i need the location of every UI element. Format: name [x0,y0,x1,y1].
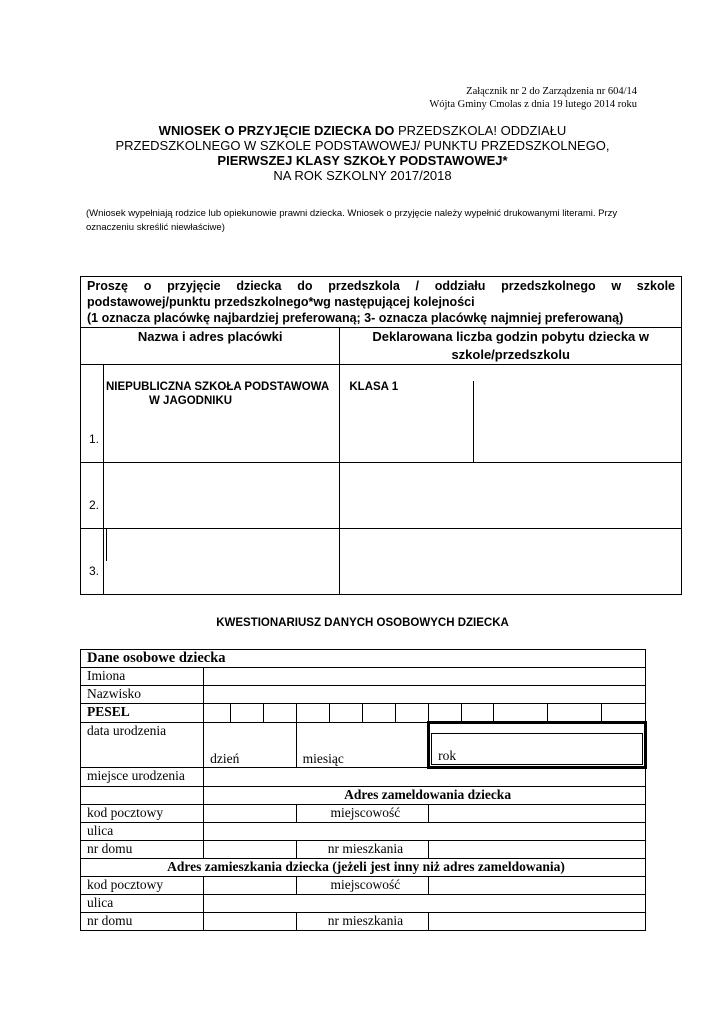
label-miejscowosc: miejscowość [296,877,429,895]
label-miesiac: miesiąc [302,751,344,766]
instructions-note: (Wniosek wypełniają rodzice lub opiekunowie prawni dziecka. Wniosek o przyjęcie należy wypełnić drukowanymi literami. Przy oznaczeniu skreślić niewłaściwe) [86,208,618,233]
pesel-digit[interactable] [362,704,395,723]
pesel-digit[interactable] [204,704,231,723]
field-rok[interactable] [429,723,646,768]
label-ulica: ulica [81,895,204,913]
label-kod-pocztowy: kod pocztowy [81,877,204,895]
field-miejscowosc-2[interactable] [429,877,646,895]
field-nr-domu-2[interactable] [204,913,296,931]
pesel-digit[interactable] [494,704,548,723]
field-imiona[interactable] [204,668,646,686]
label-rok: rok [438,748,457,763]
row-number-cell [81,463,104,529]
hours-cell-1[interactable] [340,365,682,463]
pesel-digit[interactable] [429,704,461,723]
pesel-digit[interactable] [263,704,296,723]
row-number-cell [81,365,104,463]
hours-cell-2[interactable] [340,463,682,529]
facility-name-cell-1[interactable] [104,365,340,463]
row-number-cell [81,529,104,595]
pesel-digit[interactable] [396,704,429,723]
pesel-digit[interactable] [231,704,264,723]
field-dzien[interactable] [204,723,296,768]
pesel-digit[interactable] [296,704,329,723]
title-normal-part: PRZEDSZKOLA! ODDZIAŁU [394,123,567,138]
label-ulica: ulica [81,823,204,841]
section-registered-address: Adres zameldowania dziecka [204,787,646,805]
row-number-2: 2. [89,498,100,512]
label-miejscowosc: miejscowość [296,805,429,823]
field-kod-pocztowy-2[interactable] [204,877,296,895]
pesel-digit[interactable] [602,704,646,723]
field-ulica[interactable] [204,823,646,841]
questionnaire-title: KWESTIONARIUSZ DANYCH OSOBOWYCH DZIECKA [216,617,509,629]
pesel-digit[interactable] [548,704,602,723]
label-pesel: PESEL [81,704,204,723]
field-nr-domu[interactable] [204,841,296,859]
title-line-3: PIERWSZEJ KLASY SZKOŁY PODSTAWOWEJ* [217,153,508,168]
label-nr-domu: nr domu [81,913,204,931]
row-number-3: 3. [89,564,100,578]
facility-name-cell-3[interactable] [104,529,340,595]
pesel-digit[interactable] [461,704,493,723]
label-dzien: dzień [210,751,240,766]
facility-name-line-2: W JAGODNIKU [149,395,233,407]
field-nr-mieszkania[interactable] [429,841,646,859]
document-title [80,123,645,183]
attachment-line-1: Załącznik nr 2 do Zarządzenia nr 604/14 [466,86,637,97]
field-ulica-2[interactable] [204,895,646,913]
field-nazwisko[interactable] [204,686,646,704]
preferences-intro: Proszę o przyjęcie dziecka do przedszkola / oddziału przedszkolnego w szkole podstawowej/punktu przedszkolnego*wg następującej kolejności (1 oznacza placówkę najbardziej preferowaną; 3- oznacza placówkę najmniej preferowaną) [81,277,682,328]
label-nazwisko: Nazwisko [81,686,204,704]
attachment-line-2: Wójta Gminy Cmolas z dnia 19 lutego 2014 roku [429,99,637,110]
column-header-name: Nazwa i adres placówki [81,328,340,365]
divider [106,529,107,561]
facility-name-cell-2[interactable] [104,463,340,529]
label-imiona: Imiona [81,668,204,686]
preferences-table [80,276,682,595]
column-header-hours: Deklarowana liczba godzin pobytu dziecka w szkole/przedszkolu [340,328,682,365]
section-personal-data: Dane osobowe dziecka [81,650,646,668]
label-data-urodzenia: data urodzenia [81,723,204,768]
empty-cell [81,787,204,805]
field-nr-mieszkania-2[interactable] [429,913,646,931]
field-miejscowosc[interactable] [429,805,646,823]
field-miesiac[interactable] [296,723,429,768]
hours-cell-3[interactable] [340,529,682,595]
preferences-legend: (1 oznacza placówkę najbardziej preferowaną; 3- oznacza placówkę najmniej preferowaną) [87,311,624,325]
row-number-1: 1. [89,432,100,446]
hours-value-1: KLASA 1 [349,381,399,393]
title-bold-part: WNIOSEK O PRZYJĘCIE DZIECKA DO [158,123,395,138]
field-miejsce-urodzenia[interactable] [204,768,646,787]
section-residence-address: Adres zamieszkania dziecka (jeżeli jest inny niż adres zameldowania) [81,859,646,877]
title-line-4: NA ROK SZKOLNY 2017/2018 [273,168,452,183]
field-kod-pocztowy[interactable] [204,805,296,823]
label-nr-mieszkania: nr mieszkania [296,913,429,931]
label-nr-mieszkania: nr mieszkania [296,841,429,859]
facility-name-line-1: NIEPUBLICZNA SZKOŁA PODSTAWOWA [106,381,330,393]
label-kod-pocztowy: kod pocztowy [81,805,204,823]
attachment-note [380,85,637,111]
title-line-2: PRZEDSZKOLNEGO W SZKOLE PODSTAWOWEJ/ PUNKTU PRZEDSZKOLNEGO, [115,138,610,153]
divider [473,381,474,462]
label-nr-domu: nr domu [81,841,204,859]
label-miejsce-urodzenia: miejsce urodzenia [81,768,204,787]
pesel-digit[interactable] [329,704,362,723]
personal-data-table [80,649,647,931]
